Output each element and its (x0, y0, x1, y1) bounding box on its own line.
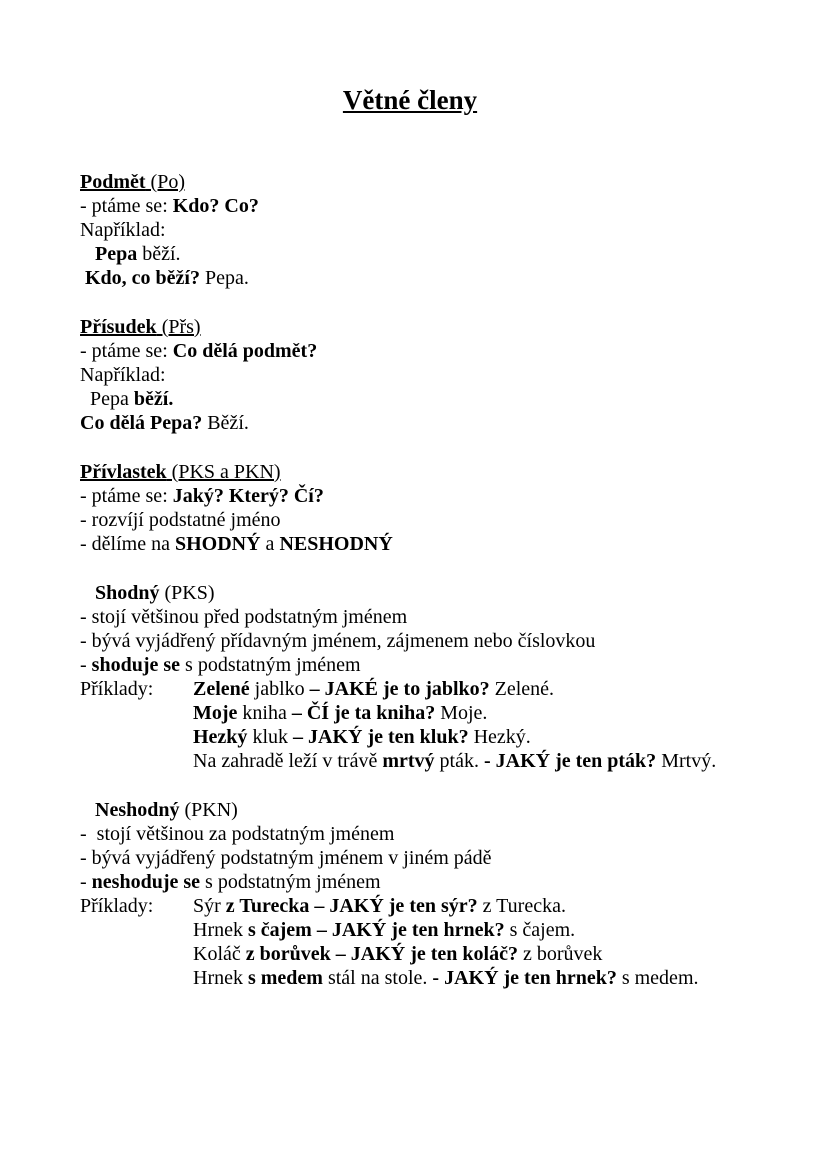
text-segment: Běží. (202, 412, 249, 434)
text-segment: Mrtvý. (656, 750, 717, 772)
text-segment: - ptáme se: (80, 195, 173, 217)
text-segment: Příklady: (80, 895, 154, 917)
text-segment: - stojí většinou před podstatným jménem (80, 606, 408, 628)
text-segment: s podstatným jménem (200, 871, 381, 893)
text-line (80, 218, 788, 242)
text-line (80, 484, 788, 508)
text-segment: (PKS) (159, 582, 215, 604)
text-segment: Co dělá podmět? (172, 340, 318, 362)
text-segment: SHODNÝ (174, 533, 261, 555)
examples-list (193, 894, 788, 990)
text-segment: s medem. (616, 967, 699, 989)
text-line (80, 266, 788, 290)
text-segment: neshoduje se (91, 871, 201, 893)
text-line (80, 653, 788, 677)
examples-block-neshodny (80, 894, 788, 990)
text-line (80, 339, 788, 363)
example-line (193, 918, 788, 942)
section-shodny (80, 581, 788, 773)
text-segment: pták. (434, 750, 484, 772)
examples-list (193, 677, 788, 773)
text-line (80, 387, 788, 411)
text-segment: shoduje se (91, 654, 181, 676)
text-segment: a (260, 533, 280, 555)
text-segment: – JAKÉ je to jablko? (309, 678, 490, 700)
example-line (193, 894, 788, 918)
text-segment: (Po) (145, 171, 185, 193)
text-segment: Hrnek (193, 919, 248, 941)
text-segment: s medem (247, 967, 323, 989)
text-segment: (Přs) (156, 316, 201, 338)
examples-label (80, 677, 193, 701)
text-segment: Podmět (80, 171, 146, 193)
text-line (80, 242, 788, 266)
text-segment: – ČÍ je ta kniha? (291, 702, 436, 724)
text-segment: Příklady: (80, 678, 154, 700)
text-segment: Pepa (80, 388, 134, 410)
text-line (80, 822, 788, 846)
subsection-heading-neshodny (80, 798, 788, 822)
text-segment: - dělíme na (80, 533, 175, 555)
text-line (80, 605, 788, 629)
text-segment: Kdo, co běží? (85, 267, 200, 289)
text-segment: Moje. (435, 702, 488, 724)
section-podmet (80, 170, 788, 290)
text-segment: - (80, 654, 92, 676)
text-segment: (PKN) (179, 799, 238, 821)
examples-block-shodny (80, 677, 788, 773)
example-line (193, 749, 788, 773)
text-segment: z borůvek (517, 943, 603, 965)
subsection-heading-shodny (80, 581, 788, 605)
text-line (80, 629, 788, 653)
text-segment: běží. (133, 388, 174, 410)
text-segment: Hrnek (193, 967, 248, 989)
example-line (193, 942, 788, 966)
text-segment: - bývá vyjádřený přídavným jménem, zájmenem nebo číslovkou (80, 630, 596, 652)
text-segment: Hezký (193, 726, 248, 748)
text-segment: z borůvek – JAKÝ je ten koláč? (245, 943, 518, 965)
text-segment: - (80, 871, 92, 893)
text-line (80, 363, 788, 387)
text-segment: Jaký? Který? Čí? (172, 485, 324, 507)
text-segment: - JAKÝ je ten hrnek? (432, 967, 617, 989)
section-heading-privlastek (80, 460, 788, 484)
example-line (193, 725, 788, 749)
text-segment: – JAKÝ je ten kluk? (293, 726, 469, 748)
text-segment: Koláč (193, 943, 246, 965)
example-line (193, 677, 788, 701)
text-segment: Přísudek (80, 316, 157, 338)
text-segment: Shodný (95, 582, 160, 604)
text-segment: kluk (247, 726, 293, 748)
document-title: Větné členy (342, 85, 478, 115)
text-segment: jablko (249, 678, 310, 700)
text-segment: kniha (237, 702, 292, 724)
text-segment: Například: (80, 364, 166, 386)
section-heading-prisudek (80, 315, 788, 339)
text-segment: z Turecka. (477, 895, 566, 917)
examples-label (80, 894, 193, 918)
text-segment: - bývá vyjádřený podstatným jménem v jiném pádě (80, 847, 492, 869)
text-segment: (PKS a PKN) (166, 461, 281, 483)
text-segment: běží. (137, 243, 181, 265)
example-line (193, 966, 788, 990)
text-segment: Například: (80, 219, 166, 241)
text-segment: - ptáme se: (80, 340, 173, 362)
text-segment: Kdo? Co? (172, 195, 259, 217)
text-segment: Zelené. (489, 678, 555, 700)
text-segment: - rozvíjí podstatné jméno (80, 509, 281, 531)
text-segment: s čajem. (504, 919, 576, 941)
text-segment: Co dělá Pepa? (80, 412, 203, 434)
text-segment: Na zahradě leží v trávě (193, 750, 383, 772)
text-segment (80, 799, 95, 821)
text-line (80, 870, 788, 894)
text-segment: Zelené (193, 678, 250, 700)
example-line (193, 701, 788, 725)
text-segment: stál na stole. (322, 967, 433, 989)
text-segment: Neshodný (95, 799, 180, 821)
text-line (80, 194, 788, 218)
text-segment (80, 582, 95, 604)
text-line (80, 411, 788, 435)
text-segment: s podstatným jménem (180, 654, 361, 676)
section-prisudek (80, 315, 788, 435)
section-neshodny (80, 798, 788, 990)
text-segment: - JAKÝ je ten pták? (483, 750, 657, 772)
text-segment: - ptáme se: (80, 485, 173, 507)
text-line (80, 508, 788, 532)
section-privlastek (80, 460, 788, 556)
text-segment: NESHODNÝ (279, 533, 393, 555)
text-segment: Pepa. (200, 267, 249, 289)
text-segment: Pepa (95, 243, 138, 265)
text-segment (80, 243, 95, 265)
text-segment: Hezký. (468, 726, 531, 748)
text-segment: Sýr (193, 895, 226, 917)
section-heading-podmet (80, 170, 788, 194)
text-segment: - stojí většinou za podstatným jménem (80, 823, 395, 845)
text-line (80, 846, 788, 870)
text-segment: s čajem – JAKÝ je ten hrnek? (247, 919, 505, 941)
text-segment: Přívlastek (80, 461, 167, 483)
text-segment: mrtvý (382, 750, 435, 772)
text-segment: z Turecka – JAKÝ je ten sýr? (225, 895, 478, 917)
text-segment: Moje (193, 702, 238, 724)
text-line (80, 532, 788, 556)
